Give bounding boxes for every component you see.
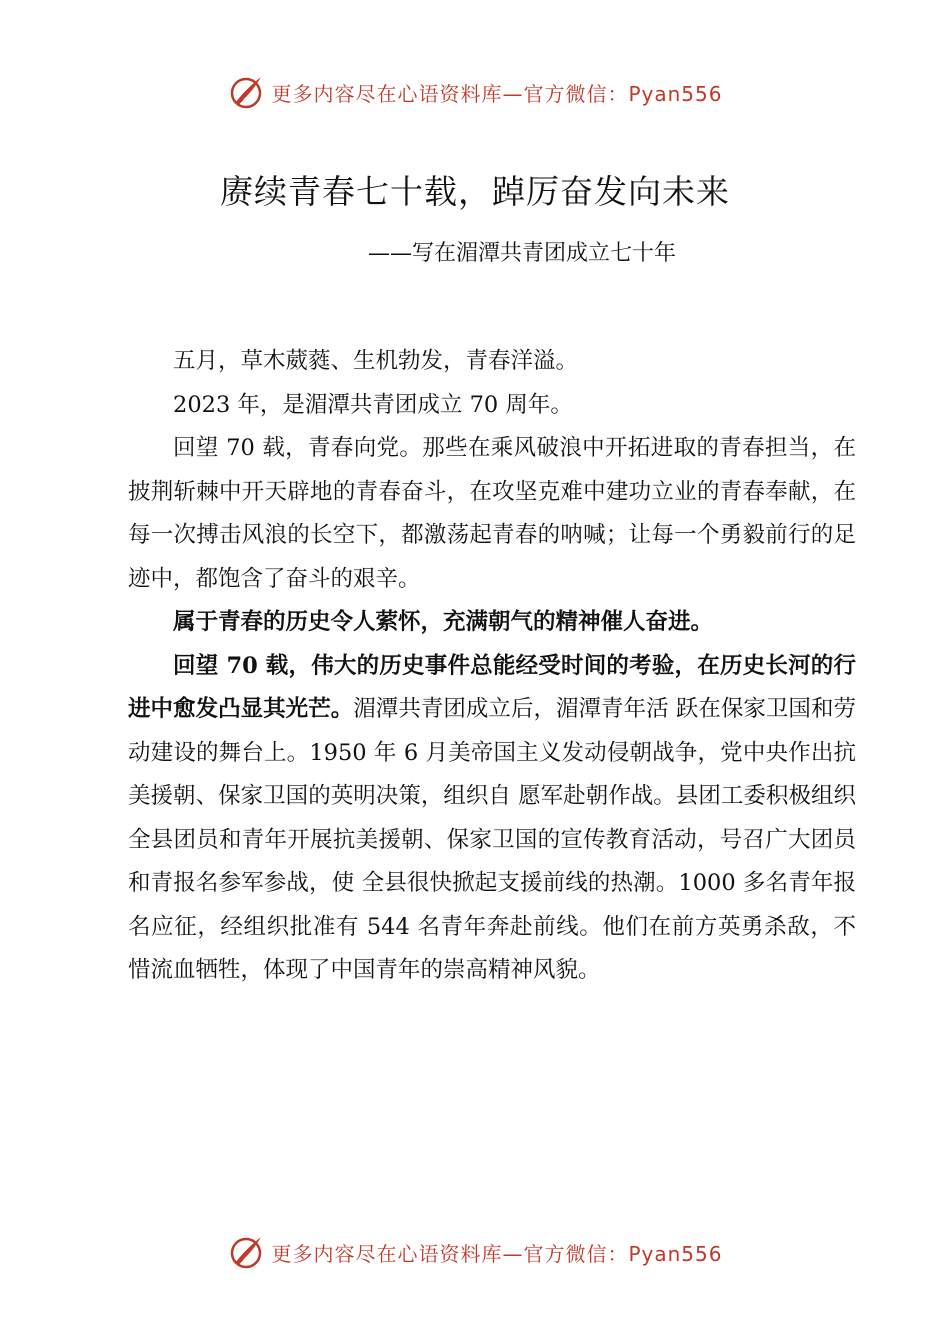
header-banner — [0, 70, 950, 114]
paragraph: 2023 年，是湄潭共青团成立 70 周年。 — [173, 391, 573, 418]
paragraph: 五月，草木葳蕤、生机勃发，青春洋溢。 — [173, 348, 579, 374]
paragraph: 回望 70 载，青春向党。那些在乘风破浪中开拓进取的青春担当，在披荆斩棘中开天辟地的青春奋斗，在攻坚克难中建功立业的青春奉献，在每一次搏击风浪的长空下，都激荡起青春的呐喊；让每一个勇毅前行的足迹中，都饱含了奋斗的艰辛。 — [128, 435, 856, 592]
paragraph-bold-lead: 回望 70 载，伟大的历史事件总能经受时间的考验，在历史长河的行进中愈发凸显其光芒。 — [128, 652, 856, 722]
paragraph — [128, 645, 856, 993]
quill-logo-icon — [227, 1233, 265, 1271]
quill-logo-icon — [227, 73, 265, 111]
article-body — [128, 340, 856, 993]
footer-banner-text: 更多内容尽在心语资料库—官方微信：Pyan556 — [271, 1241, 723, 1266]
page-title: 赓续青春七十载，踔厉奋发向未来 — [220, 172, 730, 211]
paragraph-text: 湄潭共青团成立后，湄潭青年活 跃在保家卫国和劳动建设的舞台上。1950 年 6 月美帝国主义发动侵朝战争，党中央作出抗美援朝、保家卫国的英明决策，组织自 愿军赴朝作战。县团工委积极组织全县团员和青年开展抗美援朝、保家卫国的宣传教育活动，号召广大团员和青报名参军参战，使 全县很快掀起支援前线的热潮。1000 多名青年报名应征，经组织批准有 544 名青年奔赴前线。他们在前方英勇杀敌，不惜流血牺牲，体现了中国青年的崇高精神风貌。 — [128, 696, 856, 983]
footer-banner — [0, 1230, 950, 1274]
page-subtitle: ——写在湄潭共青团成立七十年 — [368, 241, 677, 266]
paragraph-bold: 属于青春的历史令人萦怀，充满朝气的精神催人奋进。 — [173, 609, 714, 635]
header-banner-text: 更多内容尽在心语资料库—官方微信：Pyan556 — [271, 81, 723, 106]
